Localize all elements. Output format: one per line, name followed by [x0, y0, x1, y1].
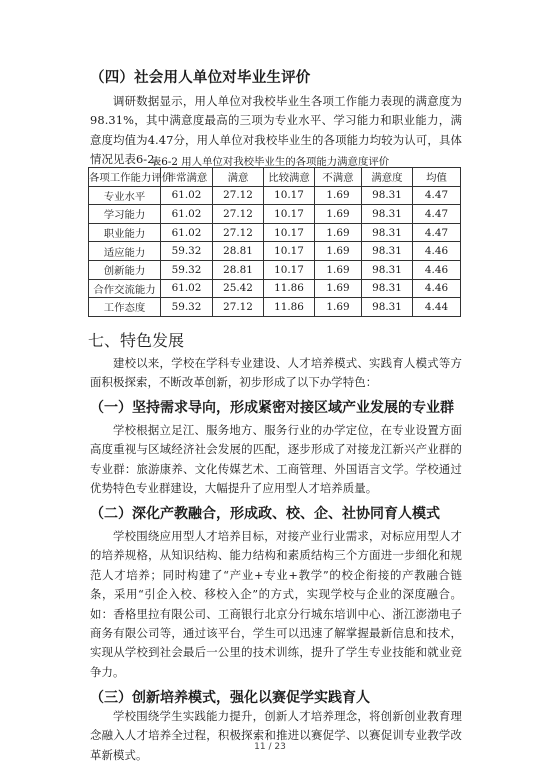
table-cell: 28.81 [213, 260, 264, 279]
table-cell: 1.69 [315, 260, 362, 279]
table-cell: 61.02 [161, 223, 213, 242]
table-cell: 28.81 [213, 242, 264, 261]
table-cell: 1.69 [315, 242, 362, 261]
table-cell: 10.17 [264, 186, 315, 205]
table-cell: 11.86 [264, 298, 315, 317]
paragraph-innovative-training: 学校围绕学生实践能力提升，创新人才培养理念，将创新创业教育理念融入人才培养全过程，积极探索和推进以赛促学、以赛促训专业教学改革新模式。 [90, 709, 462, 762]
table-cell: 10.17 [264, 223, 315, 242]
table-cell: 98.31 [362, 279, 413, 298]
paragraph-chapter-intro: 建校以来，学校在学科专业建设、人才培养模式、实践育人模式等方面积极探索，不断改革创新，初步形成了以下办学特色： [90, 356, 462, 390]
subsection-heading-demand-oriented: （一）坚持需求导向，形成紧密对接区域产业发展的专业群 [90, 400, 454, 416]
header-cell: 不满意 [315, 168, 362, 187]
table-cell: 4.46 [413, 279, 461, 298]
table-caption: 表6-2 用人单位对我校毕业生的各项能力满意度评价 [150, 156, 390, 168]
table-cell: 4.44 [413, 298, 461, 317]
header-cell: 满意 [213, 168, 264, 187]
table-row [89, 205, 461, 224]
header-cell: 比较满意 [264, 168, 315, 187]
header-cell: 满意度 [362, 168, 413, 187]
table-cell: 创新能力 [89, 260, 161, 279]
table-cell: 4.46 [413, 242, 461, 261]
table-cell: 59.32 [161, 260, 213, 279]
section-heading-employer-evaluation: （四）社会用人单位对毕业生评价 [90, 70, 311, 86]
table-cell: 11.86 [264, 279, 315, 298]
header-cell: 各项工作能力评价 [89, 168, 161, 187]
table-cell: 10.17 [264, 205, 315, 224]
table-cell: 1.69 [315, 205, 362, 224]
table-cell: 4.47 [413, 186, 461, 205]
table-cell: 25.42 [213, 279, 264, 298]
table-cell: 职业能力 [89, 223, 161, 242]
table-cell: 98.31 [362, 186, 413, 205]
table-cell: 1.69 [315, 186, 362, 205]
subsection-heading-industry-education: （二）深化产教融合，形成政、校、企、社协同育人模式 [90, 506, 440, 522]
table-row [89, 223, 461, 242]
table-cell: 10.17 [264, 242, 315, 261]
table-row [89, 298, 461, 317]
table-cell: 61.02 [161, 279, 213, 298]
table-cell: 27.12 [213, 186, 264, 205]
table-cell: 27.12 [213, 223, 264, 242]
table-cell: 59.32 [161, 242, 213, 261]
table-cell: 10.17 [264, 260, 315, 279]
table-cell: 4.46 [413, 260, 461, 279]
table-cell: 98.31 [362, 260, 413, 279]
table-cell: 59.32 [161, 298, 213, 317]
paragraph-demand-oriented: 学校根据立足江、服务地方、服务行业的办学定位，在专业设置方面高度重视与区域经济社会发展的匹配，逐步形成了对接龙江新兴产业群的专业群：旅游康养、文化传媒艺术、工商管理、外国语言文学。学校通过优势特色专业群建设，大幅提升了应用型人才培养质量。 [90, 423, 462, 496]
table-cell: 工作态度 [89, 298, 161, 317]
table-cell: 61.02 [161, 205, 213, 224]
satisfaction-table [88, 167, 461, 317]
table-cell: 1.69 [315, 279, 362, 298]
table-cell: 专业水平 [89, 186, 161, 205]
table-cell: 4.47 [413, 205, 461, 224]
table-cell: 学习能力 [89, 205, 161, 224]
table-row [89, 279, 461, 298]
table-cell: 98.31 [362, 298, 413, 317]
header-cell: 非常满意 [161, 168, 213, 187]
table-cell: 1.69 [315, 223, 362, 242]
table-row [89, 242, 461, 261]
table-cell: 61.02 [161, 186, 213, 205]
table-cell: 98.31 [362, 205, 413, 224]
table-row [89, 186, 461, 205]
table-cell: 合作交流能力 [89, 279, 161, 298]
table-cell: 4.47 [413, 223, 461, 242]
page-number: 11 / 23 [254, 742, 286, 752]
table-cell: 适应能力 [89, 242, 161, 261]
table-cell: 98.31 [362, 242, 413, 261]
table-row [89, 260, 461, 279]
table-cell: 27.12 [213, 205, 264, 224]
subsection-heading-innovative-training: （三）创新培养模式，强化以赛促学实践育人 [90, 690, 370, 706]
chapter-heading-characteristics: 七、特色发展 [88, 331, 185, 350]
table-cell: 1.69 [315, 298, 362, 317]
paragraph-industry-education: 学校围绕应用型人才培养目标，对接产业行业需求，对标应用型人才的培养规格，从知识结构、能力结构和素质结构三个方面进一步细化和规范人才培养；同时构建了“产业+专业+教学”的校企衔接的产教融合链条，采用“引企入校、移校入企”的方式，实现学校与企业的深度融合。如：香格里拉有限公司、工商银行北京分行城东培训中心、浙江澎渤电子商务有限公司等，通过该平台，学生可以迅速了解掌握最新信息和技术，实现从学校到社会最后一公里的技术训练，提升了学生专业技能和就业竞争力。 [90, 529, 462, 679]
table-cell: 98.31 [362, 223, 413, 242]
table-cell: 27.12 [213, 298, 264, 317]
header-cell: 均值 [413, 168, 461, 187]
paragraph-survey-data: 调研数据显示，用人单位对我校毕业生各项工作能力表现的满意度为98.31%，其中满意度最高的三项为专业水平、学习能力和职业能力，满意度均值为4.47分，用人单位对我校毕业生的各项能力均较为认可，具体情况见表6-2。 [90, 94, 462, 167]
table-header-row [89, 168, 461, 187]
